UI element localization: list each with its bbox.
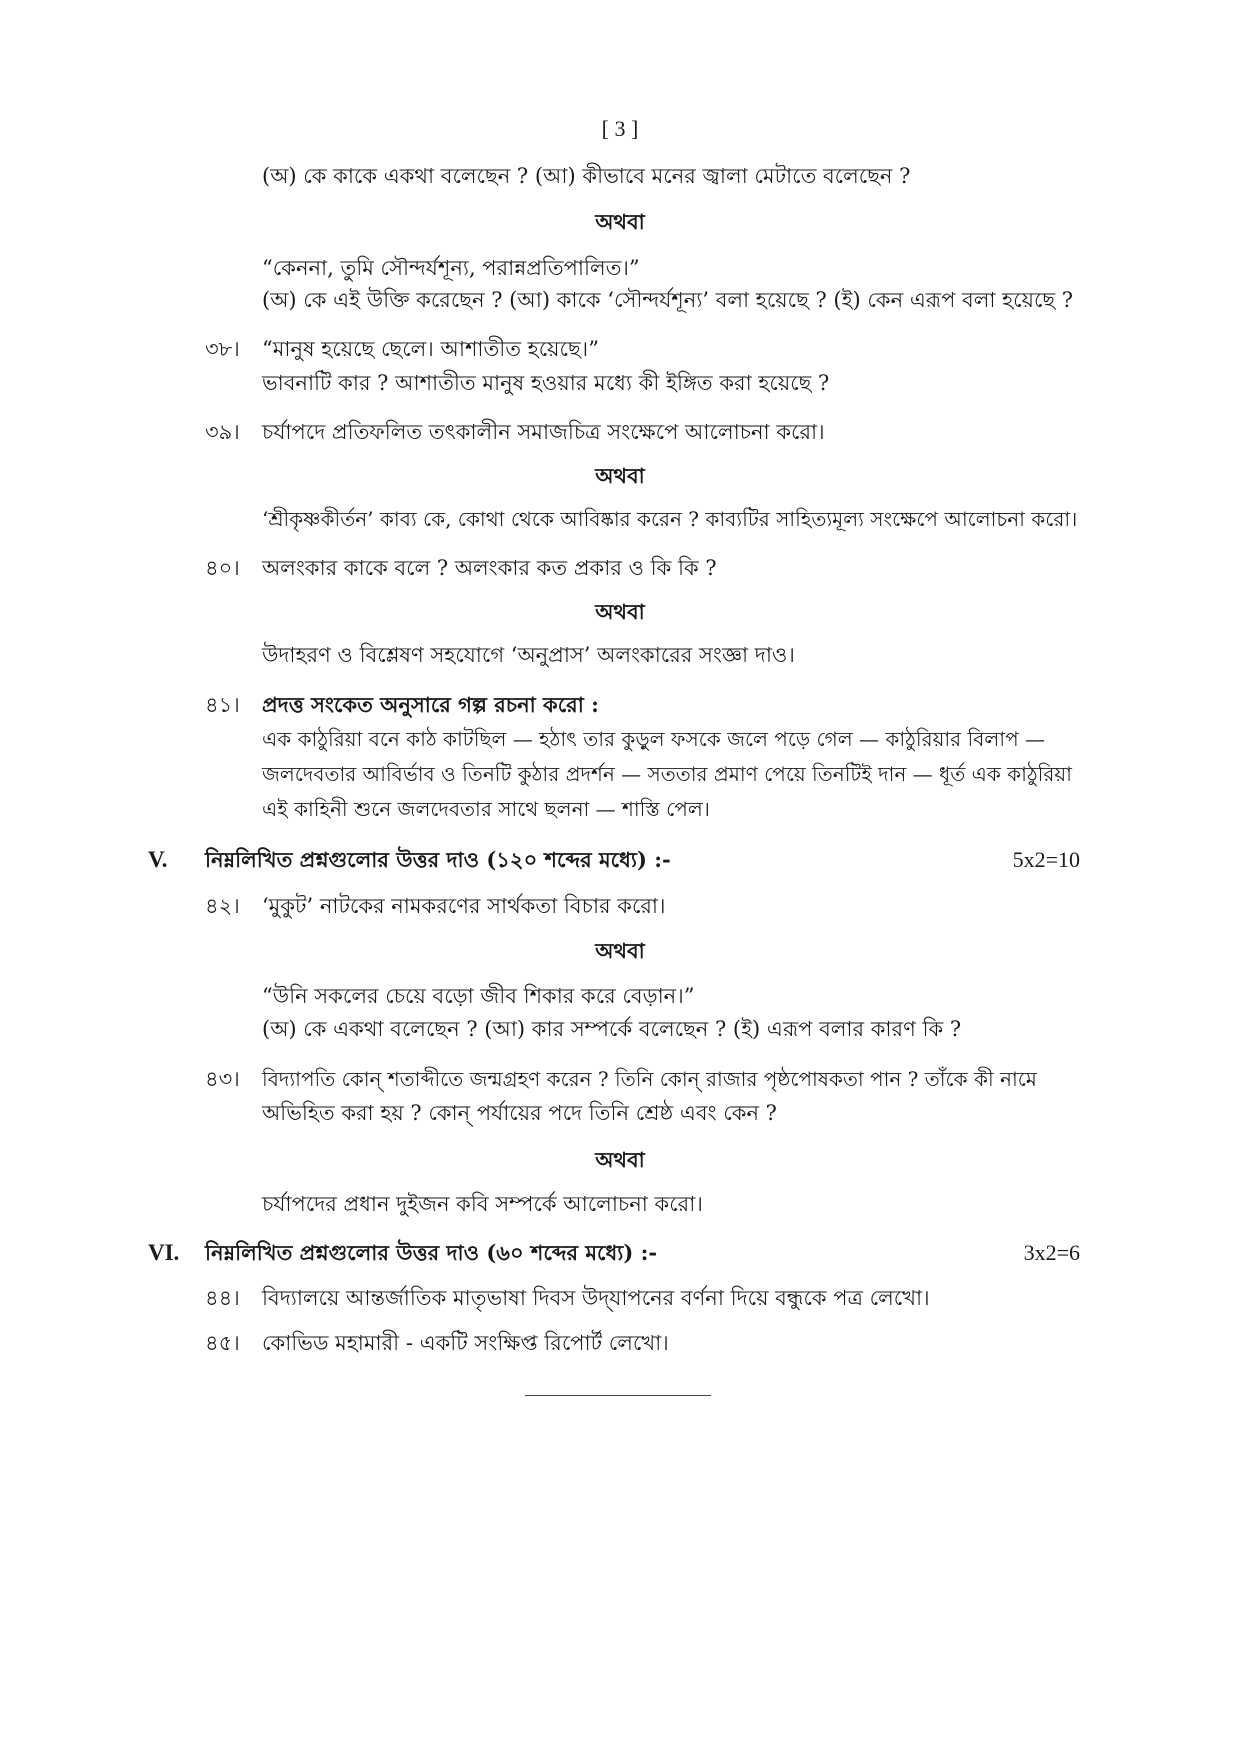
section-v-heading: নিম্নলিখিত প্রশ্নগুলোর উত্তর দাও (১২০ শব্দের মধ্যে) :- — [205, 847, 671, 872]
q43-alt-text: চর্যাপদের প্রধান দুইজন কবি সম্পর্কে আলোচনা করো। — [262, 1192, 703, 1216]
q39-text: চর্যাপদে প্রতিফলিত তৎকালীন সমাজচিত্র সংক্ষেপে আলোচনা করো। — [262, 420, 825, 444]
q37-alt-subquestions: (অ) কে এই উক্তি করেছেন ? (আ) কাকে ‘সৌন্দর্যশূন্য’ বলা হয়েছে ? (ই) কেন এরূপ বলা হয়েছে ? — [262, 288, 1074, 312]
q38-quote: “মানুষ হয়েছে ছেলে। আশাতীত হয়েছে।” — [262, 337, 599, 361]
q43-line-1: বিদ্যাপতি কোন্ শতাব্দীতে জন্মগ্রহণ করেন ? তিনি কোন্ রাজার পৃষ্ঠপোষকতা পান ? তাঁকে কী নামে — [262, 1067, 1037, 1091]
end-rule — [525, 1395, 711, 1396]
q42-text: ‘মুকুট’ নাটকের নামকরণের সার্থকতা বিচার করো। — [262, 894, 666, 918]
or-divider: অথবা — [595, 463, 645, 488]
section-vi-heading: নিম্নলিখিত প্রশ্নগুলোর উত্তর দাও (৬০ শব্দের মধ্যে) :- — [205, 1240, 658, 1265]
q42-number: ৪২। — [205, 894, 240, 918]
q39-alt-text: ‘শ্রীকৃষ্ণকীর্তন’ কাব্য কে, কোথা থেকে আবিষ্কার করেন ? কাব্যটির সাহিত্যমূল্য সংক্ষেপে আলোচনা করো। — [262, 507, 1078, 531]
section-v-numeral: V. — [148, 847, 168, 872]
q40-alt-text: উদাহরণ ও বিশ্লেষণ সহযোগে ‘অনুপ্রাস’ অলংকারের সংজ্ঞা দাও। — [262, 643, 795, 667]
q37-subquestions: (অ) কে কাকে একথা বলেছেন ? (আ) কীভাবে মনের জ্বালা মেটাতে বলেছেন ? — [262, 164, 911, 188]
q40-text: অলংকার কাকে বলে ? অলংকার কত প্রকার ও কি কি ? — [262, 556, 717, 580]
q43-line-2: অভিহিত করা হয় ? কোন্ পর্যায়ের পদে তিনি শ্রেষ্ঠ এবং কেন ? — [262, 1101, 777, 1125]
or-divider: অথবা — [595, 599, 645, 624]
q41-line-2: জলদেবতার আবির্ভাব ও তিনটি কুঠার প্রদর্শন — সততার প্রমাণ পেয়ে তিনটিই দান — ধূর্ত এক কাঠুরিয়া — [262, 762, 1072, 786]
q37-alt-quote: “কেননা, তুমি সৌন্দর্যশূন্য, পরান্নপ্রতিপালিত।” — [262, 256, 640, 280]
page-number: [ 3 ] — [601, 116, 639, 141]
section-v-marks: 5x2=10 — [1012, 847, 1080, 872]
or-divider: অথবা — [595, 938, 645, 963]
q40-number: ৪০। — [205, 556, 240, 580]
q38-question: ভাবনাটি কার ? আশাতীত মানুষ হওয়ার মধ্যে কী ইঙ্গিত করা হয়েছে ? — [262, 371, 830, 395]
q41-line-1: এক কাঠুরিয়া বনে কাঠ কাটছিল — হঠাৎ তার কুড়ুল ফসকে জলে পড়ে গেল — কাঠুরিয়ার বিলাপ — — [262, 727, 1046, 751]
q41-number: ৪১। — [205, 693, 240, 717]
q38-number: ৩৮। — [205, 337, 240, 361]
section-vi-marks: 3x2=6 — [1023, 1240, 1080, 1265]
section-vi-numeral: VI. — [148, 1240, 180, 1265]
q42-alt-subquestions: (অ) কে একথা বলেছেন ? (আ) কার সম্পর্কে বলেছেন ? (ই) এরূপ বলার কারণ কি ? — [262, 1017, 962, 1041]
q42-alt-quote: “উনি সকলের চেয়ে বড়ো জীব শিকার করে বেড়ান।” — [262, 984, 695, 1008]
q41-line-3: এই কাহিনী শুনে জলদেবতার সাথে ছলনা — শাস্তি পেল। — [262, 797, 710, 821]
or-divider: অথবা — [595, 1147, 645, 1172]
q45-text: কোভিড মহামারী - একটি সংক্ষিপ্ত রিপোর্ট লেখো। — [262, 1331, 669, 1355]
q41-heading: প্রদত্ত সংকেত অনুসারে গল্প রচনা করো : — [262, 692, 599, 717]
q43-number: ৪৩। — [205, 1067, 240, 1091]
or-divider: অথবা — [595, 209, 645, 234]
q39-number: ৩৯। — [205, 420, 240, 444]
q44-text: বিদ্যালয়ে আন্তর্জাতিক মাতৃভাষা দিবস উদ্‌যাপনের বর্ণনা দিয়ে বন্ধুকে পত্র লেখো। — [262, 1286, 930, 1310]
q44-number: ৪৪। — [205, 1286, 240, 1310]
q45-number: ৪৫। — [205, 1331, 240, 1355]
